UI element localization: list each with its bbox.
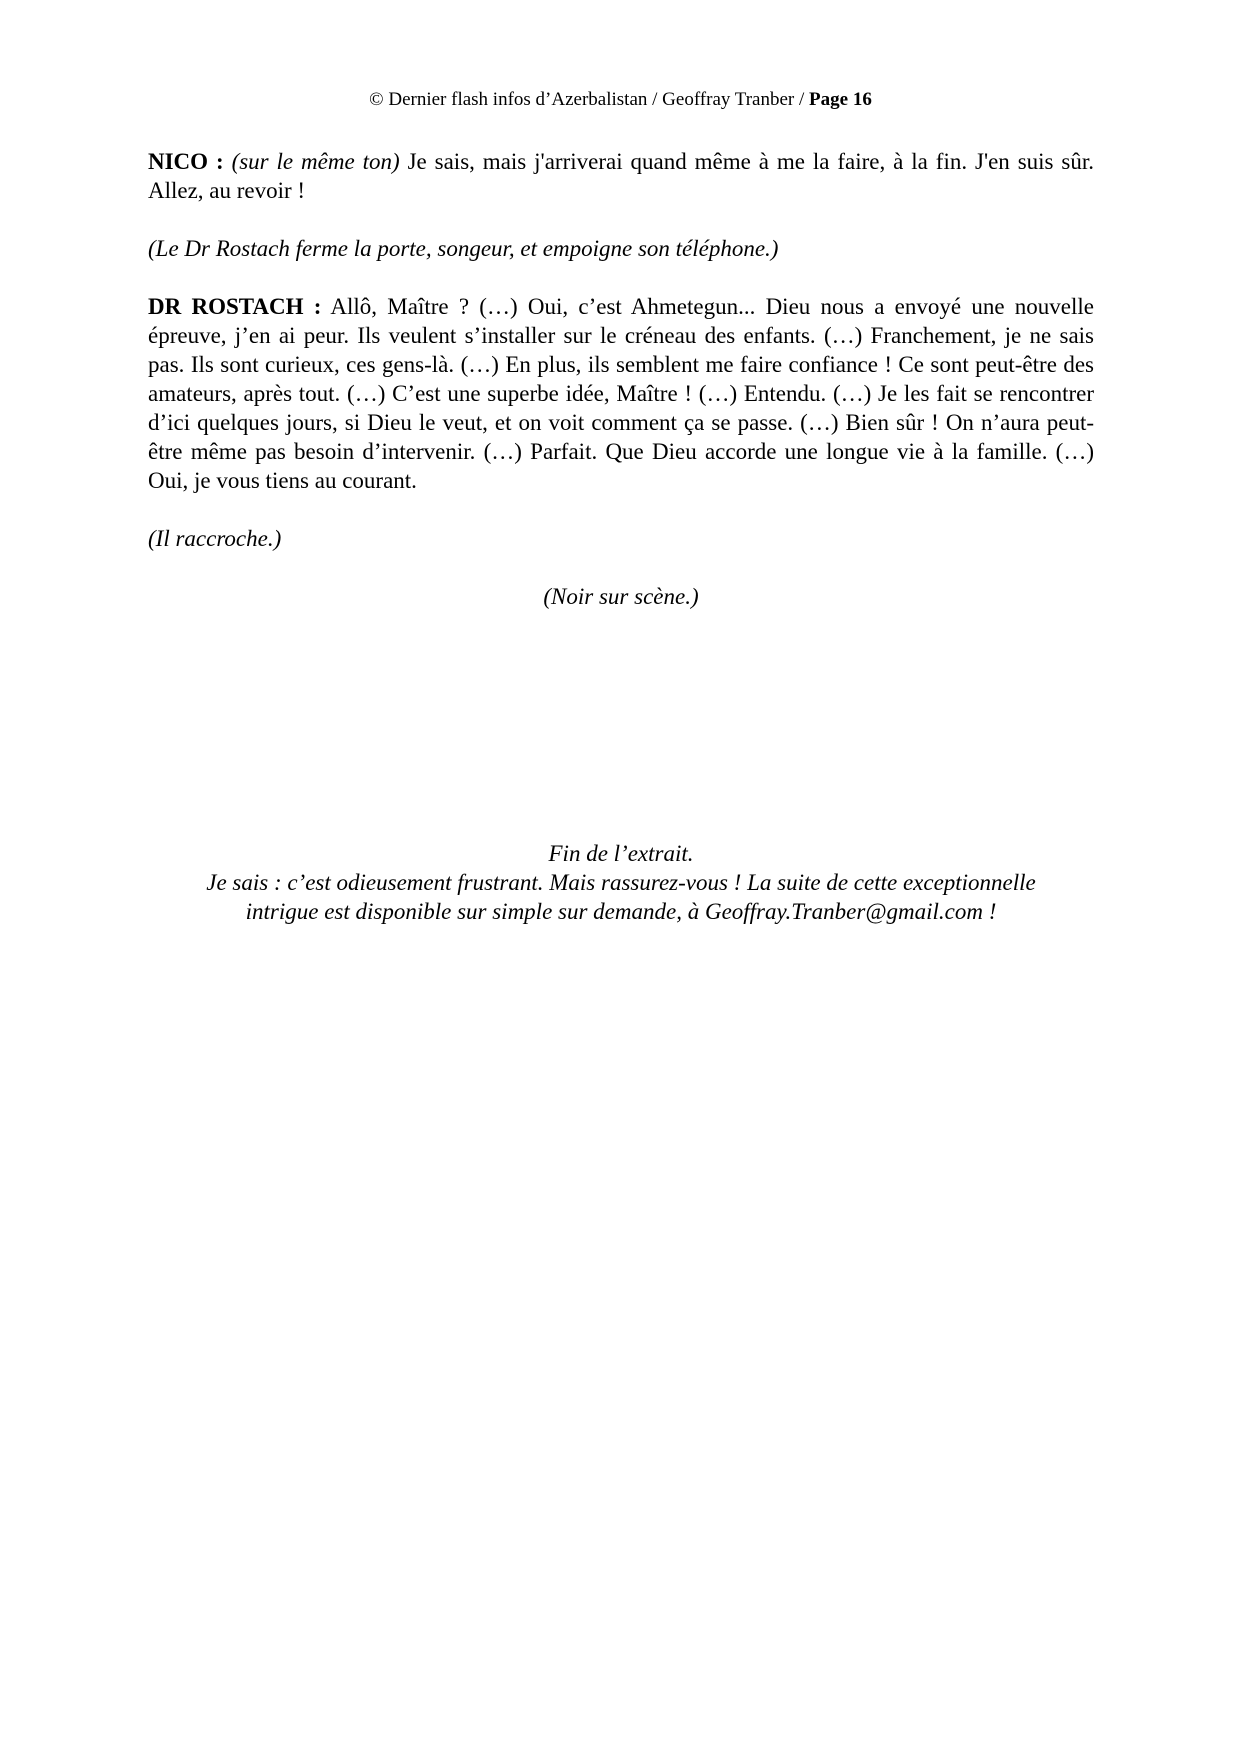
epilogue-line: Je sais : c’est odieusement frustrant. Mais rassurez-vous ! La suite de cette exceptionnelle (206, 870, 1036, 895)
script-body (148, 147, 1094, 640)
stage-direction: (sur le même ton) (231, 149, 400, 174)
dialogue-nico (148, 147, 1094, 205)
excerpt-epilogue (148, 839, 1094, 926)
dialogue-rostach (148, 292, 1094, 495)
epilogue-line: intrigue est disponible sur simple sur demande, à Geoffray.Tranber@gmail.com ! (245, 899, 997, 924)
dialogue-text: Allô, Maître ? (…) Oui, c’est Ahmetegun... Dieu nous a envoyé une nouvelle épreuve, j’en ai peur. Ils veulent s’installer sur le créneau des enfants. (…) Franchement, je ne sais pas. Ils sont curieux, ces gens-là. (…) En plus, ils semblent me faire confiance ! Ce sont peut-être des amateurs, après tout. (…) C’est une superbe idée, Maître ! (…) Entendu. (…) Je les fait se rencontrer d’ici quelques jours, si Dieu le veut, et on voit comment ça se passe. (…) Bien sûr ! On n’aura peut-être même pas besoin d’intervenir. (…) Parfait. Que Dieu accorde une longue vie à la famille. (…) Oui, je vous tiens au courant. (148, 294, 1095, 493)
stage-direction-block: (Il raccroche.) (148, 526, 282, 551)
page-header (0, 88, 1241, 112)
stage-direction-block: (Le Dr Rostach ferme la porte, songeur, et empoigne son téléphone.) (148, 236, 779, 261)
speaker-name: DR ROSTACH : (148, 294, 322, 319)
epilogue-line: Fin de l’extrait. (548, 841, 694, 866)
dialogue-text: Je sais, mais j'arriverai quand même à me la faire, à la fin. J'en suis sûr. Allez, au revoir ! (148, 149, 1095, 203)
page-number: Page 16 (809, 89, 872, 110)
header-text: © Dernier flash infos d’Azerbalistan / Geoffray Tranber / (369, 89, 810, 110)
scene-end-direction: (Noir sur scène.) (543, 584, 699, 609)
speaker-name: NICO : (148, 149, 224, 174)
